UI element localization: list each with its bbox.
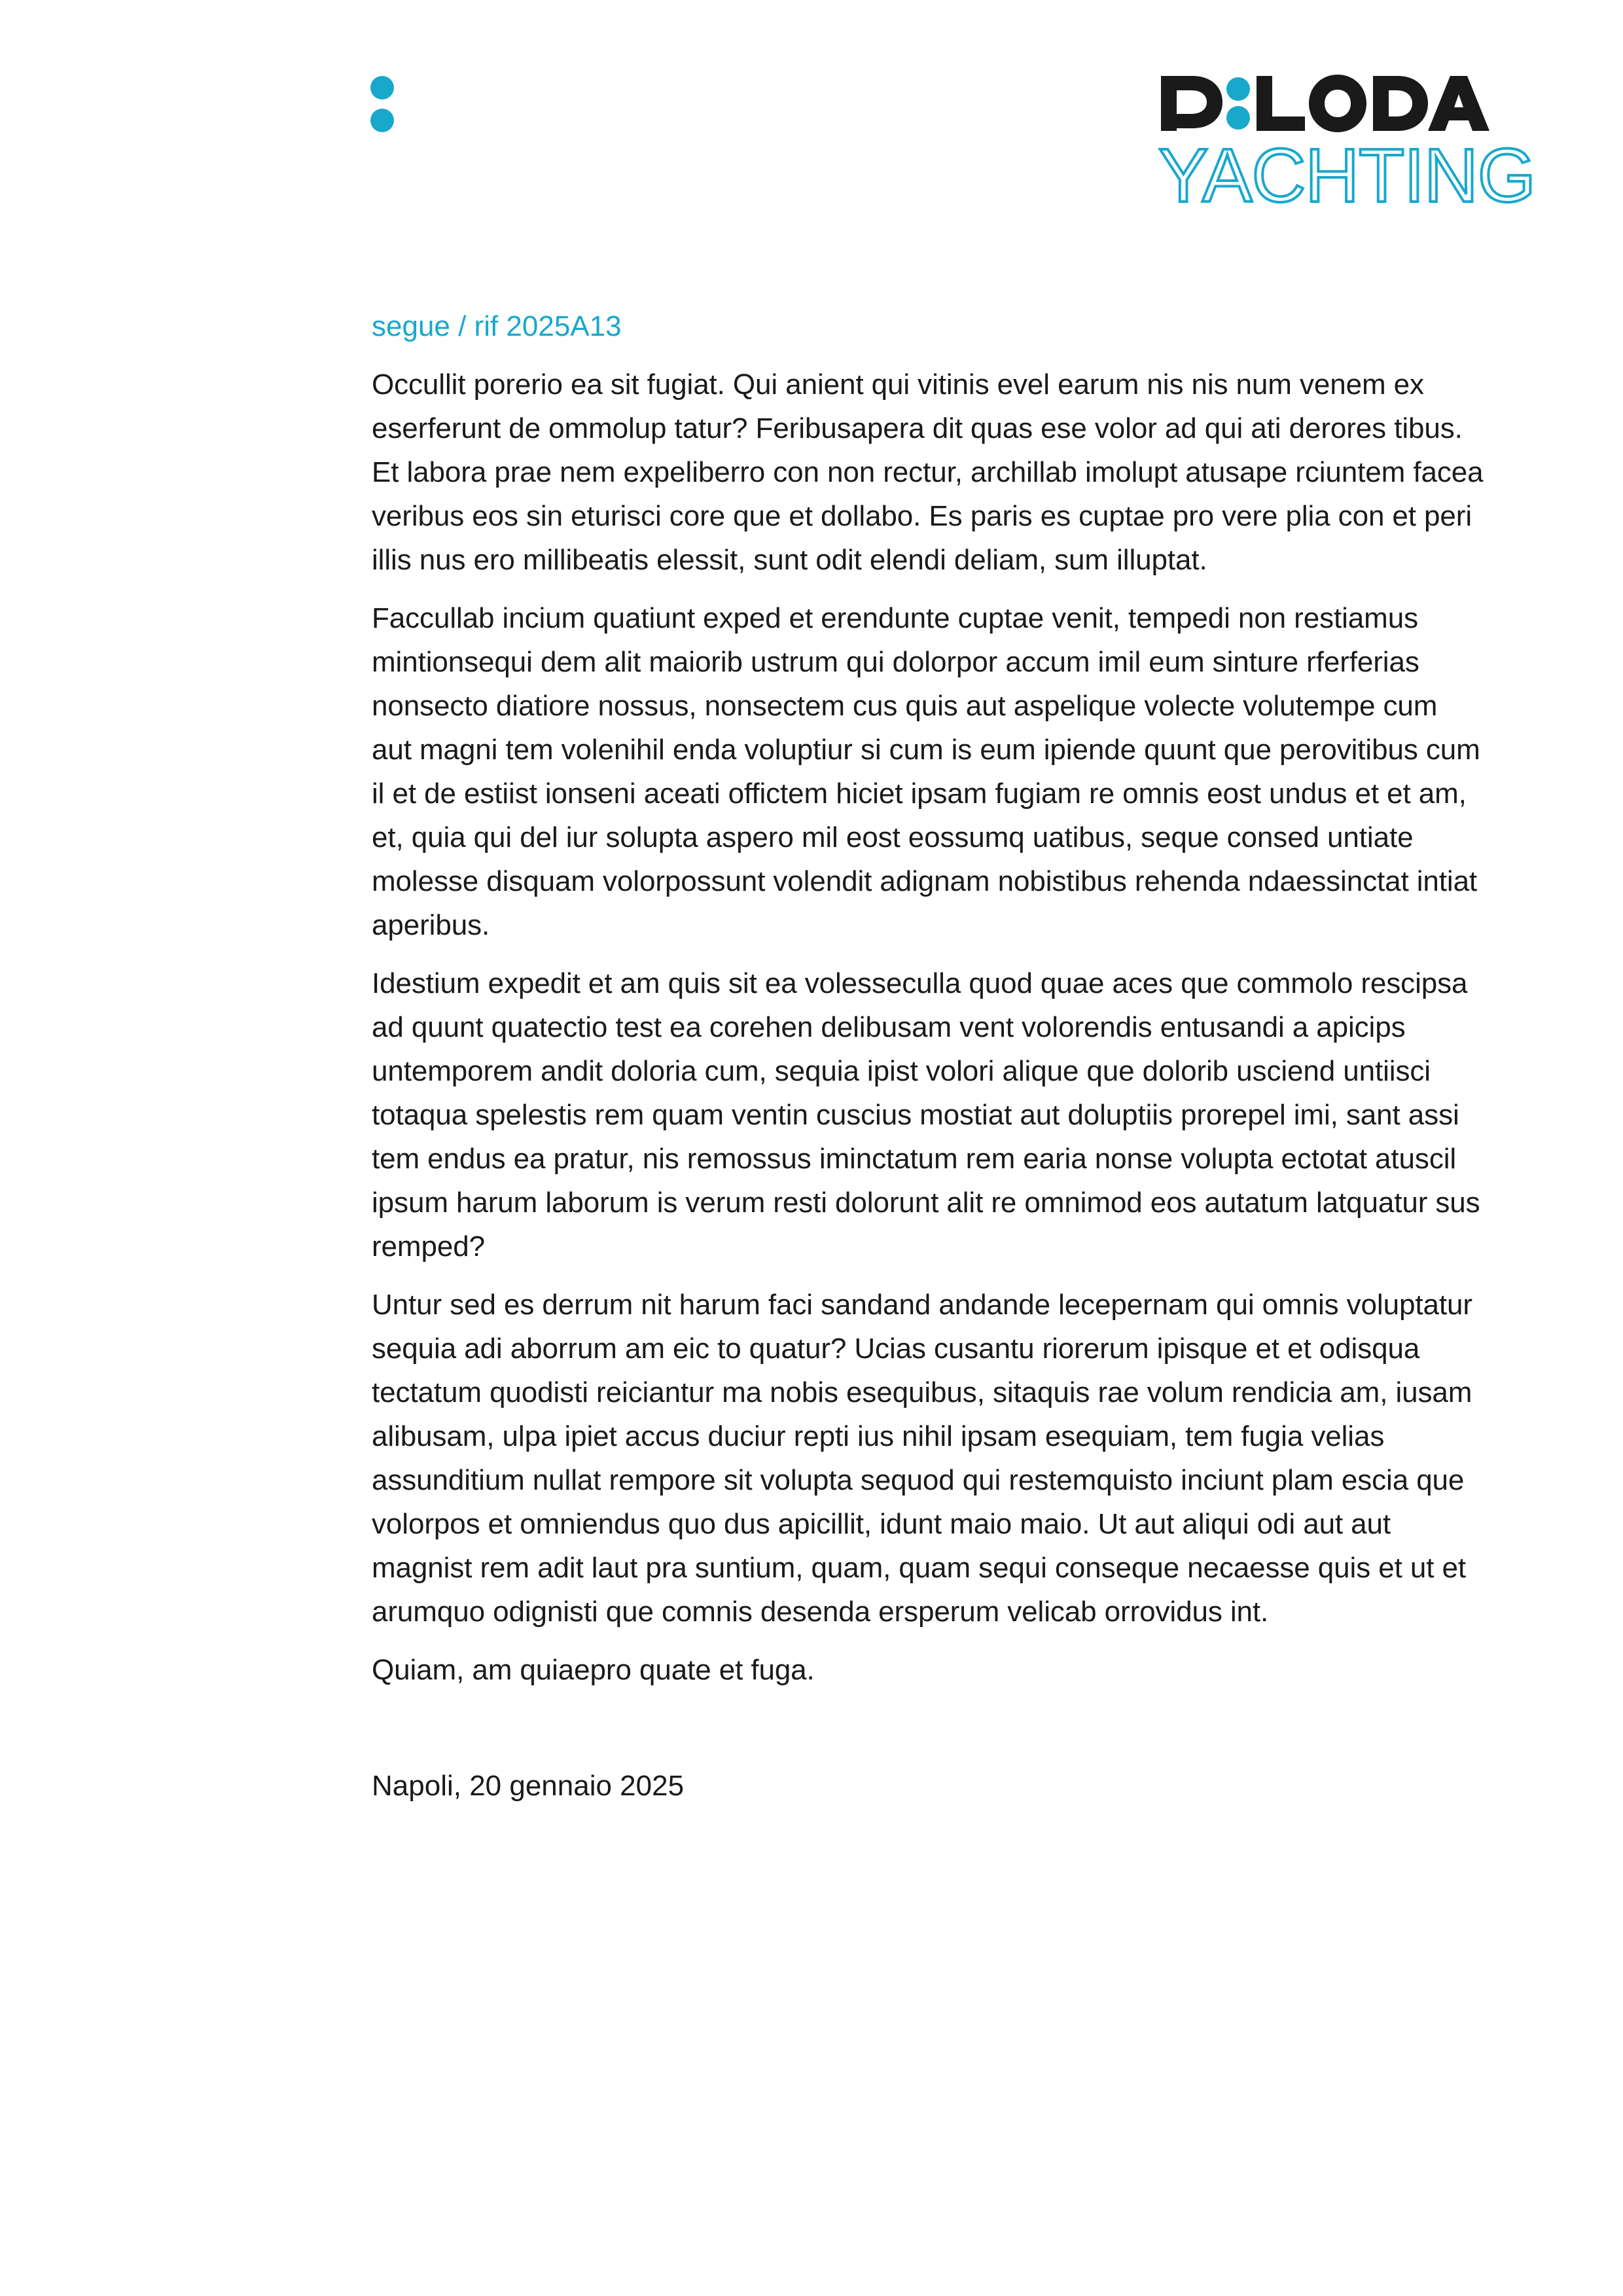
paragraph-3: Idestium expedit et am quis sit ea volesseculla quod quae aces que commolo rescipsa ad quunt quatectio test ea corehen delibusam vent volorendis entusandi a apicips untemporem andit doloria cum, sequia ipist volori alique que dolorib usciend untiisci totaqua spelestis rem quam ventin cuscius mostiat aut doluptiis prorepel imi, sant assi tem endus ea pratur, nis remossus iminctatum rem earia nonse volupta ectotat atuscil ipsum harum laborum is verum resti dolorunt alit re omnimod eos autatum latquatur sus remped? <box>372 967 1480 1263</box>
place-date: Napoli, 20 gennaio 2025 <box>372 1770 685 1802</box>
colon-dot-bottom <box>370 109 394 132</box>
svg-text:YACHTING: YACHTING <box>1158 133 1535 208</box>
piloda-yachting-logo <box>1157 71 1537 208</box>
letter-body <box>372 305 1484 1808</box>
paragraph-5: Quiam, am quiaepro quate et fuga. <box>372 1654 815 1686</box>
paragraph-4: Untur sed es derrum nit harum faci sandand andande lecepernam qui omnis voluptatur sequia adi aborrum am eic to quatur? Ucias cusantu riorerum ipisque et et odisqua tectatum quodisti reiciantur ma nobis esequibus, sitaquis rae volum rendicia am, iusam alibusam, ulpa ipiet accus duciur repti ius nihil ipsam esequiam, tem fugia velias assunditium nullat rempore sit volupta sequod qui restemquisto inciunt plam escia que volorpos et omniendus quo dus apicillit, idunt maio maio. Ut aut aliqui odi aut aut magnist rem adit laut pra suntium, quam, quam sequi conseque necaesse quis et ut et arumquo odignisti que comnis desenda ersperum velicab orrovidus int. <box>372 1289 1472 1628</box>
paragraph-1: Occullit porerio ea sit fugiat. Qui anient qui vitinis evel earum nis nis num venem ex eserferunt de ommolup tatur? Feribusapera dit quas ese volor ad qui ati derores tibus. Et labora prae nem expeliberro con non rectur, archillab imolupt atusape rciuntem facea veribus eos sin eturisci core que et dollabo. Es paris es cuptae pro vere plia con et peri illis nus ero millibeatis elessit, sunt odit elendi deliam, sum illuptat. <box>372 368 1484 576</box>
reference-line: segue / rif 2025A13 <box>372 310 622 342</box>
colon-mark-icon <box>370 76 394 134</box>
colon-dot-top <box>370 76 394 99</box>
paragraph-2: Faccullab incium quatiunt exped et erendunte cuptae venit, tempedi non restiamus mintionsequi dem alit maiorib ustrum qui dolorpor accum imil eum sinture rferferias nonsecto diatiore nossus, nonsectem cus quis aut aspelique volecte volutempe cum aut magni tem volenihil enda voluptiur si cum is eum ipiende quunt que perovitibus cum il et de estiist ionseni aceati offictem hiciet ipsam fugiam re omnis eost undus et et am, et, quia qui del iur solupta aspero mil eost eossumq uatibus, seque consed untiate molesse disquam volorpossunt volendit adignam nobistibus rehenda ndaessinctat intiat aperibus. <box>372 602 1480 941</box>
